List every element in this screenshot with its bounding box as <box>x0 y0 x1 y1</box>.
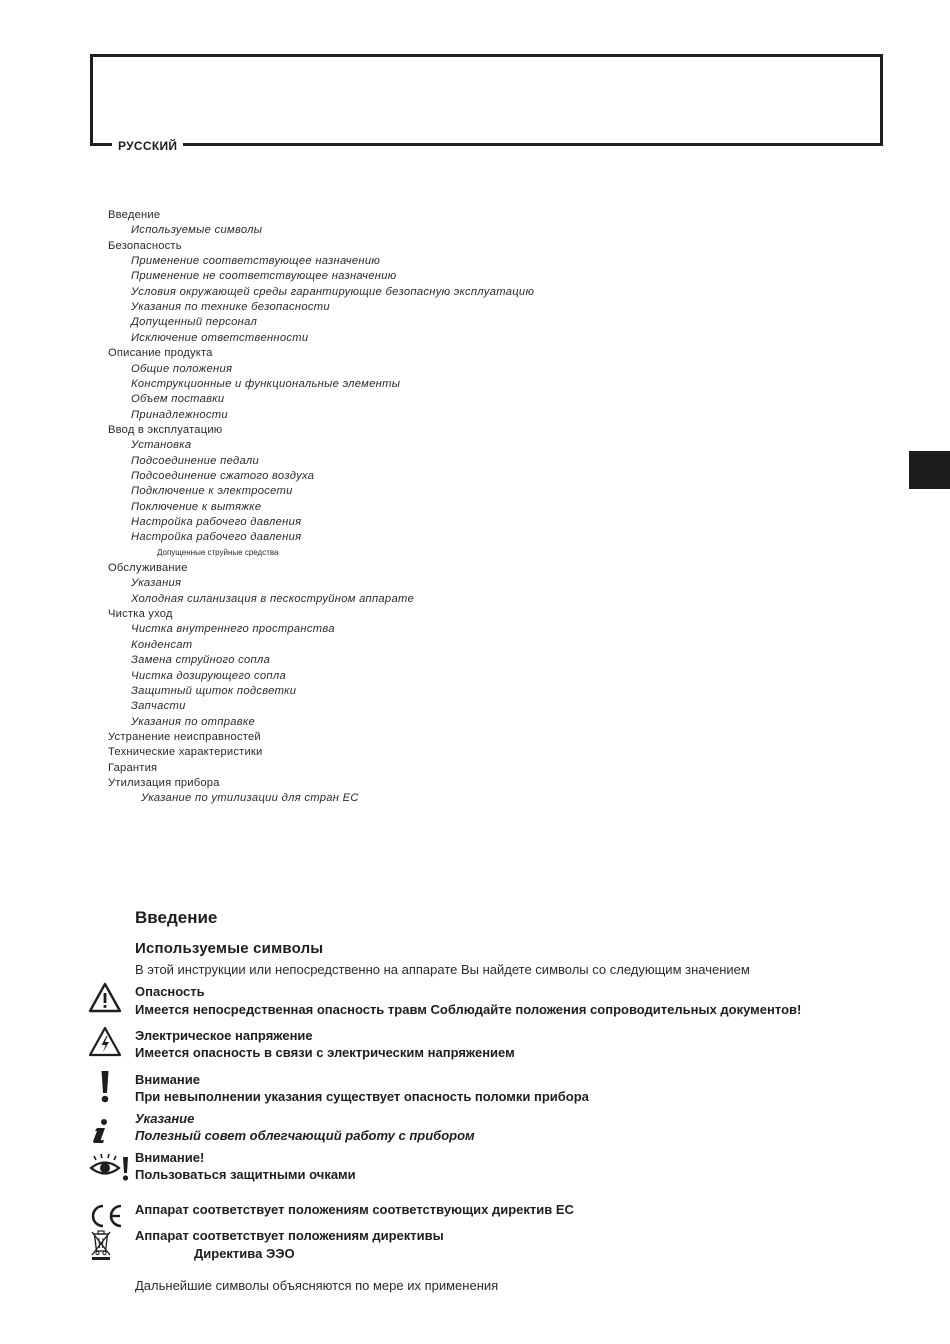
symbol-danger-text: Имеется непосредственная опасность травм Соблюдайте положения сопроводительных документов! <box>135 1002 802 1017</box>
weee-bin-icon <box>90 1229 112 1261</box>
symbol-weee-text: Директива ЭЭО <box>194 1246 295 1261</box>
toc-entry: Подсоединение педали <box>131 454 259 467</box>
toc-entry: Гарантия <box>108 761 158 774</box>
toc-entry: Чистка уход <box>108 608 173 621</box>
toc-entry: Указания по технике безопасности <box>131 301 330 314</box>
symbol-electric-text: Имеется опасность в связи с электрическим напряжением <box>135 1045 515 1060</box>
toc-entry: Принадлежности <box>131 408 228 421</box>
toc-entry: Ввод в эксплуатацию <box>108 423 223 436</box>
toc-entry: Утилизация прибора <box>108 776 220 789</box>
symbol-info-text: Полезный совет облегчающий работу с прибором <box>135 1128 475 1143</box>
info-icon <box>90 1118 112 1144</box>
toc-entry: Установка <box>131 439 192 452</box>
toc-entry: Чистка дозирующего сопла <box>131 669 287 682</box>
toc-entry: Безопасность <box>108 239 182 252</box>
toc-entry: Указание по утилизации для стран ЕС <box>141 792 359 805</box>
toc-entry: Технические характеристики <box>108 746 263 759</box>
toc-entry: Конденсат <box>131 638 193 651</box>
symbol-ce-text: Аппарат соответствует положениям соответствующих директив ЕС <box>135 1202 574 1217</box>
toc-entry: Настройка рабочего давления <box>131 516 302 528</box>
symbol-attention-text: При невыполнении указания существует опасность поломки прибора <box>135 1089 589 1104</box>
symbol-info-title: Указание <box>135 1111 195 1126</box>
warning-triangle-icon <box>88 982 122 1014</box>
section-side-tab <box>909 451 950 489</box>
symbol-electric-title: Электрическое напряжение <box>135 1028 313 1043</box>
exclamation-icon <box>99 1070 111 1104</box>
toc-entry: Используемые символы <box>131 224 263 237</box>
symbol-attention-title: Внимание <box>135 1072 200 1087</box>
eye-protection-icon <box>88 1153 130 1183</box>
toc-entry: Холодная силанизация в пескоструйном аппарате <box>131 592 415 605</box>
ce-mark-icon <box>88 1203 124 1229</box>
toc-entry: Защитный щиток подсветки <box>131 684 297 697</box>
toc-entry: Чистка внутреннего пространства <box>131 623 335 636</box>
footer-note: Дальнейшие символы объясняются по мере их применения <box>135 1278 499 1293</box>
toc-entry: Указания по отправке <box>131 715 256 728</box>
electric-voltage-icon <box>88 1026 122 1058</box>
toc-entry: Устранение неисправностей <box>108 730 261 743</box>
symbol-danger-title: Опасность <box>135 984 205 999</box>
toc-entry: Общие положения <box>131 362 233 375</box>
toc-entry: Введение <box>108 209 161 221</box>
symbol-weee-title: Аппарат соответствует положениям директивы <box>135 1228 444 1243</box>
toc-entry: Объем поставки <box>131 393 225 406</box>
header-frame <box>90 54 883 146</box>
symbol-eye-title: Внимание! <box>135 1150 205 1165</box>
toc-entry: Допущенные струйные средства <box>157 547 279 557</box>
language-label: РУССКИЙ <box>112 139 183 153</box>
toc-entry: Условия окружающей среды гарантирующие безопасную эксплуатацию <box>131 285 535 298</box>
toc-entry: Применение соответствующее назначению <box>131 255 381 268</box>
toc-entry: Подсоединение сжатого воздуха <box>131 469 315 482</box>
subsection-title-symbols: Используемые символы <box>135 940 324 957</box>
toc-entry: Запчасти <box>131 700 186 713</box>
intro-text: В этой инструкции или непосредственно на аппарате Вы найдете символы со следующим значением <box>135 962 750 977</box>
toc-entry: Указания <box>131 577 182 590</box>
toc-entry: Исключение ответственности <box>131 331 309 344</box>
symbol-eye-text: Пользоваться защитными очками <box>135 1167 356 1182</box>
section-title-introduction: Введение <box>135 908 218 927</box>
toc-entry: Настройка рабочего давления <box>131 531 302 544</box>
toc-entry: Допущенный персонал <box>131 316 258 329</box>
toc-entry: Замена струйного сопла <box>131 654 271 667</box>
toc-entry: Обслуживание <box>108 562 188 575</box>
toc-entry: Поключение к вытяжке <box>131 500 262 513</box>
toc-entry: Описание продукта <box>108 347 213 360</box>
toc-entry: Подключение к электросети <box>131 485 293 498</box>
toc-entry: Применение не соответствующее назначению <box>131 270 397 283</box>
toc-entry: Конструкционные и функциональные элементы <box>131 377 401 390</box>
